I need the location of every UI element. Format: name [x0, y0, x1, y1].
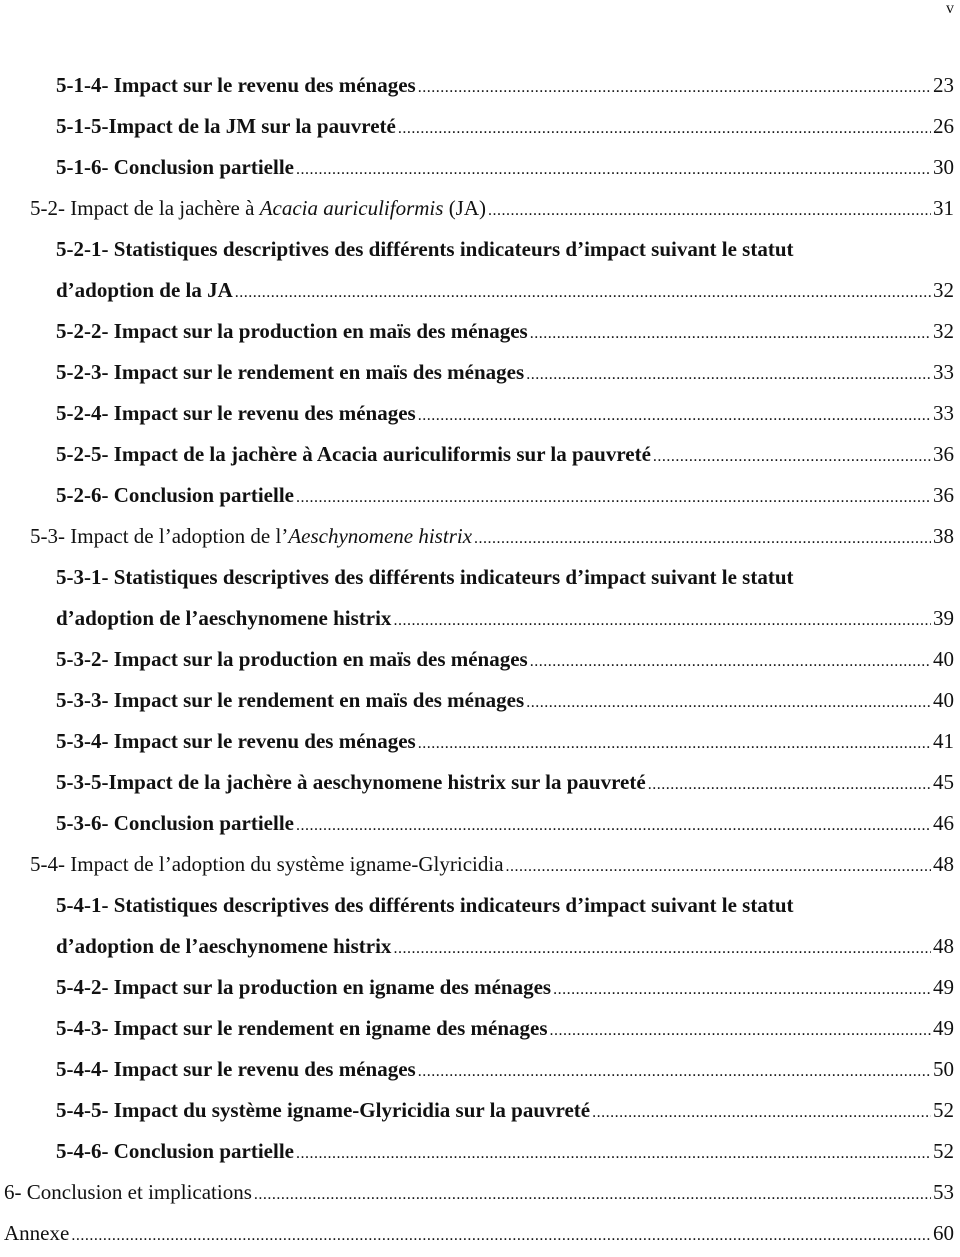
toc-entry[interactable] [0, 1093, 960, 1134]
toc-page-number: 33 [933, 401, 954, 425]
toc-entry-text: 5-1-4- Impact sur le revenu des ménages [56, 73, 416, 97]
dot-leader [530, 653, 931, 671]
toc-entry-text: 5-1-5-Impact de la JM sur la pauvreté [56, 114, 396, 138]
toc-entry-text: 5-4-6- Conclusion partielle [56, 1139, 294, 1163]
toc-entry-text: 5-3-5-Impact de la jachère à aeschynomene histrix sur la pauvreté [56, 770, 646, 794]
toc-page-number: 23 [933, 73, 954, 97]
dot-leader [418, 1063, 931, 1081]
toc-entry[interactable] [0, 806, 960, 847]
toc-page-number: 36 [933, 442, 954, 466]
dot-leader [550, 1022, 931, 1040]
toc-page-number: 49 [933, 1016, 954, 1040]
toc-entry-text: 5-2-2- Impact sur la production en maïs des ménages [56, 319, 528, 343]
toc-entry[interactable] [0, 683, 960, 724]
toc-entry[interactable] [0, 191, 960, 232]
toc-entry-text: 5-3-2- Impact sur la production en maïs des ménages [56, 647, 528, 671]
toc-entry-text: 5-4-1- Statistiques descriptives des différents indicateurs d’impact suivant le statut [56, 893, 794, 917]
toc-page-number: 31 [933, 196, 954, 220]
toc-page-number: 46 [933, 811, 954, 835]
dot-leader [553, 981, 931, 999]
toc-entry-text: 5-2-4- Impact sur le revenu des ménages [56, 401, 416, 425]
dot-leader [235, 284, 931, 302]
toc-page-number: 49 [933, 975, 954, 999]
dot-leader [398, 120, 931, 138]
toc-page-number: 26 [933, 114, 954, 138]
dot-leader [592, 1104, 931, 1122]
toc-entry[interactable] [0, 1175, 960, 1216]
toc-page-number: 52 [933, 1139, 954, 1163]
toc-page-number: 32 [933, 319, 954, 343]
toc-entry-text: 5-3-3- Impact sur le rendement en maïs des ménages [56, 688, 525, 712]
toc-entry[interactable] [0, 273, 960, 314]
toc-entry[interactable] [0, 478, 960, 519]
toc-entry-text: 5-4- Impact de l’adoption du système igname-Glyricidia [30, 852, 504, 876]
toc-entry[interactable] [0, 601, 960, 642]
dot-leader [296, 817, 931, 835]
dot-leader [653, 448, 931, 466]
toc-page-number: 40 [933, 647, 954, 671]
toc-entry-heading-line[interactable] [0, 560, 960, 601]
toc-entry[interactable] [0, 68, 960, 109]
toc-entry-text: 5-4-2- Impact sur la production en igname des ménages [56, 975, 552, 999]
table-of-contents [0, 68, 960, 1257]
toc-entry-text: 5-3-4- Impact sur le revenu des ménages [56, 729, 416, 753]
toc-entry-text: 5-2-6- Conclusion partielle [56, 483, 294, 507]
toc-page-number: 41 [933, 729, 954, 753]
toc-entry[interactable] [0, 1216, 960, 1257]
dot-leader [296, 489, 931, 507]
dot-leader [418, 407, 931, 425]
dot-leader [526, 366, 931, 384]
toc-page-number: 38 [933, 524, 954, 548]
toc-entry-text: d’adoption de l’aeschynomene histrix [56, 934, 392, 958]
toc-entry-text: 5-4-3- Impact sur le rendement en igname des ménages [56, 1016, 548, 1040]
dot-leader [648, 776, 931, 794]
toc-entry[interactable] [0, 396, 960, 437]
toc-entry[interactable] [0, 519, 960, 560]
toc-entry-text: 5-4-4- Impact sur le revenu des ménages [56, 1057, 416, 1081]
toc-entry-text: 5-2-3- Impact sur le rendement en maïs des ménages [56, 360, 525, 384]
dot-leader [393, 612, 931, 630]
toc-page-number: 60 [933, 1221, 954, 1245]
dot-leader [418, 735, 931, 753]
dot-leader [418, 79, 931, 97]
dot-leader [296, 161, 931, 179]
toc-entry[interactable] [0, 150, 960, 191]
toc-entry-text: 5-4-5- Impact du système igname-Glyricidia sur la pauvreté [56, 1098, 591, 1122]
toc-entry[interactable] [0, 1052, 960, 1093]
toc-entry[interactable] [0, 1134, 960, 1175]
toc-entry-text: 5-3-1- Statistiques descriptives des différents indicateurs d’impact suivant le statut [56, 565, 794, 589]
dot-leader [488, 202, 931, 220]
toc-entry-heading-line[interactable] [0, 888, 960, 929]
toc-page-number: 48 [933, 934, 954, 958]
dot-leader [474, 530, 931, 548]
toc-entry-text: d’adoption de la JA [56, 278, 233, 302]
dot-leader [526, 694, 931, 712]
toc-entry[interactable] [0, 724, 960, 765]
toc-page-number: 30 [933, 155, 954, 179]
toc-page-number: 39 [933, 606, 954, 630]
toc-page-number: 45 [933, 770, 954, 794]
dot-leader [393, 940, 931, 958]
toc-entry-text: d’adoption de l’aeschynomene histrix [56, 606, 392, 630]
toc-entry-text: Annexe [4, 1221, 70, 1245]
toc-entry-text: 6- Conclusion et implications [4, 1180, 252, 1204]
toc-entry-text: 5-3- Impact de l’adoption de l’Aeschynomene histrix [30, 524, 473, 548]
toc-entry[interactable] [0, 437, 960, 478]
toc-entry-text: 5-2-5- Impact de la jachère à Acacia auriculiformis sur la pauvreté [56, 442, 651, 466]
toc-page-number: 36 [933, 483, 954, 507]
toc-page-number: 50 [933, 1057, 954, 1081]
toc-entry-text: 5-1-6- Conclusion partielle [56, 155, 294, 179]
toc-entry[interactable] [0, 642, 960, 683]
dot-leader [254, 1186, 931, 1204]
toc-entry[interactable] [0, 314, 960, 355]
toc-entry[interactable] [0, 970, 960, 1011]
toc-page-number: 32 [933, 278, 954, 302]
toc-entry-text: 5-3-6- Conclusion partielle [56, 811, 294, 835]
toc-entry[interactable] [0, 1011, 960, 1052]
page-number: v [946, 0, 954, 17]
dot-leader [506, 858, 931, 876]
dot-leader [530, 325, 931, 343]
toc-entry[interactable] [0, 765, 960, 806]
toc-entry[interactable] [0, 355, 960, 396]
toc-page-number: 33 [933, 360, 954, 384]
dot-leader [71, 1227, 931, 1245]
toc-page-number: 48 [933, 852, 954, 876]
toc-entry[interactable] [0, 109, 960, 150]
toc-entry-text: 5-2- Impact de la jachère à Acacia auriculiformis (JA) [30, 196, 487, 220]
toc-entry[interactable] [0, 847, 960, 888]
toc-page-number: 40 [933, 688, 954, 712]
toc-page-number: 53 [933, 1180, 954, 1204]
toc-page-number: 52 [933, 1098, 954, 1122]
toc-entry-text: 5-2-1- Statistiques descriptives des différents indicateurs d’impact suivant le statut [56, 237, 794, 261]
toc-entry[interactable] [0, 929, 960, 970]
toc-entry-heading-line[interactable] [0, 232, 960, 273]
dot-leader [296, 1145, 931, 1163]
